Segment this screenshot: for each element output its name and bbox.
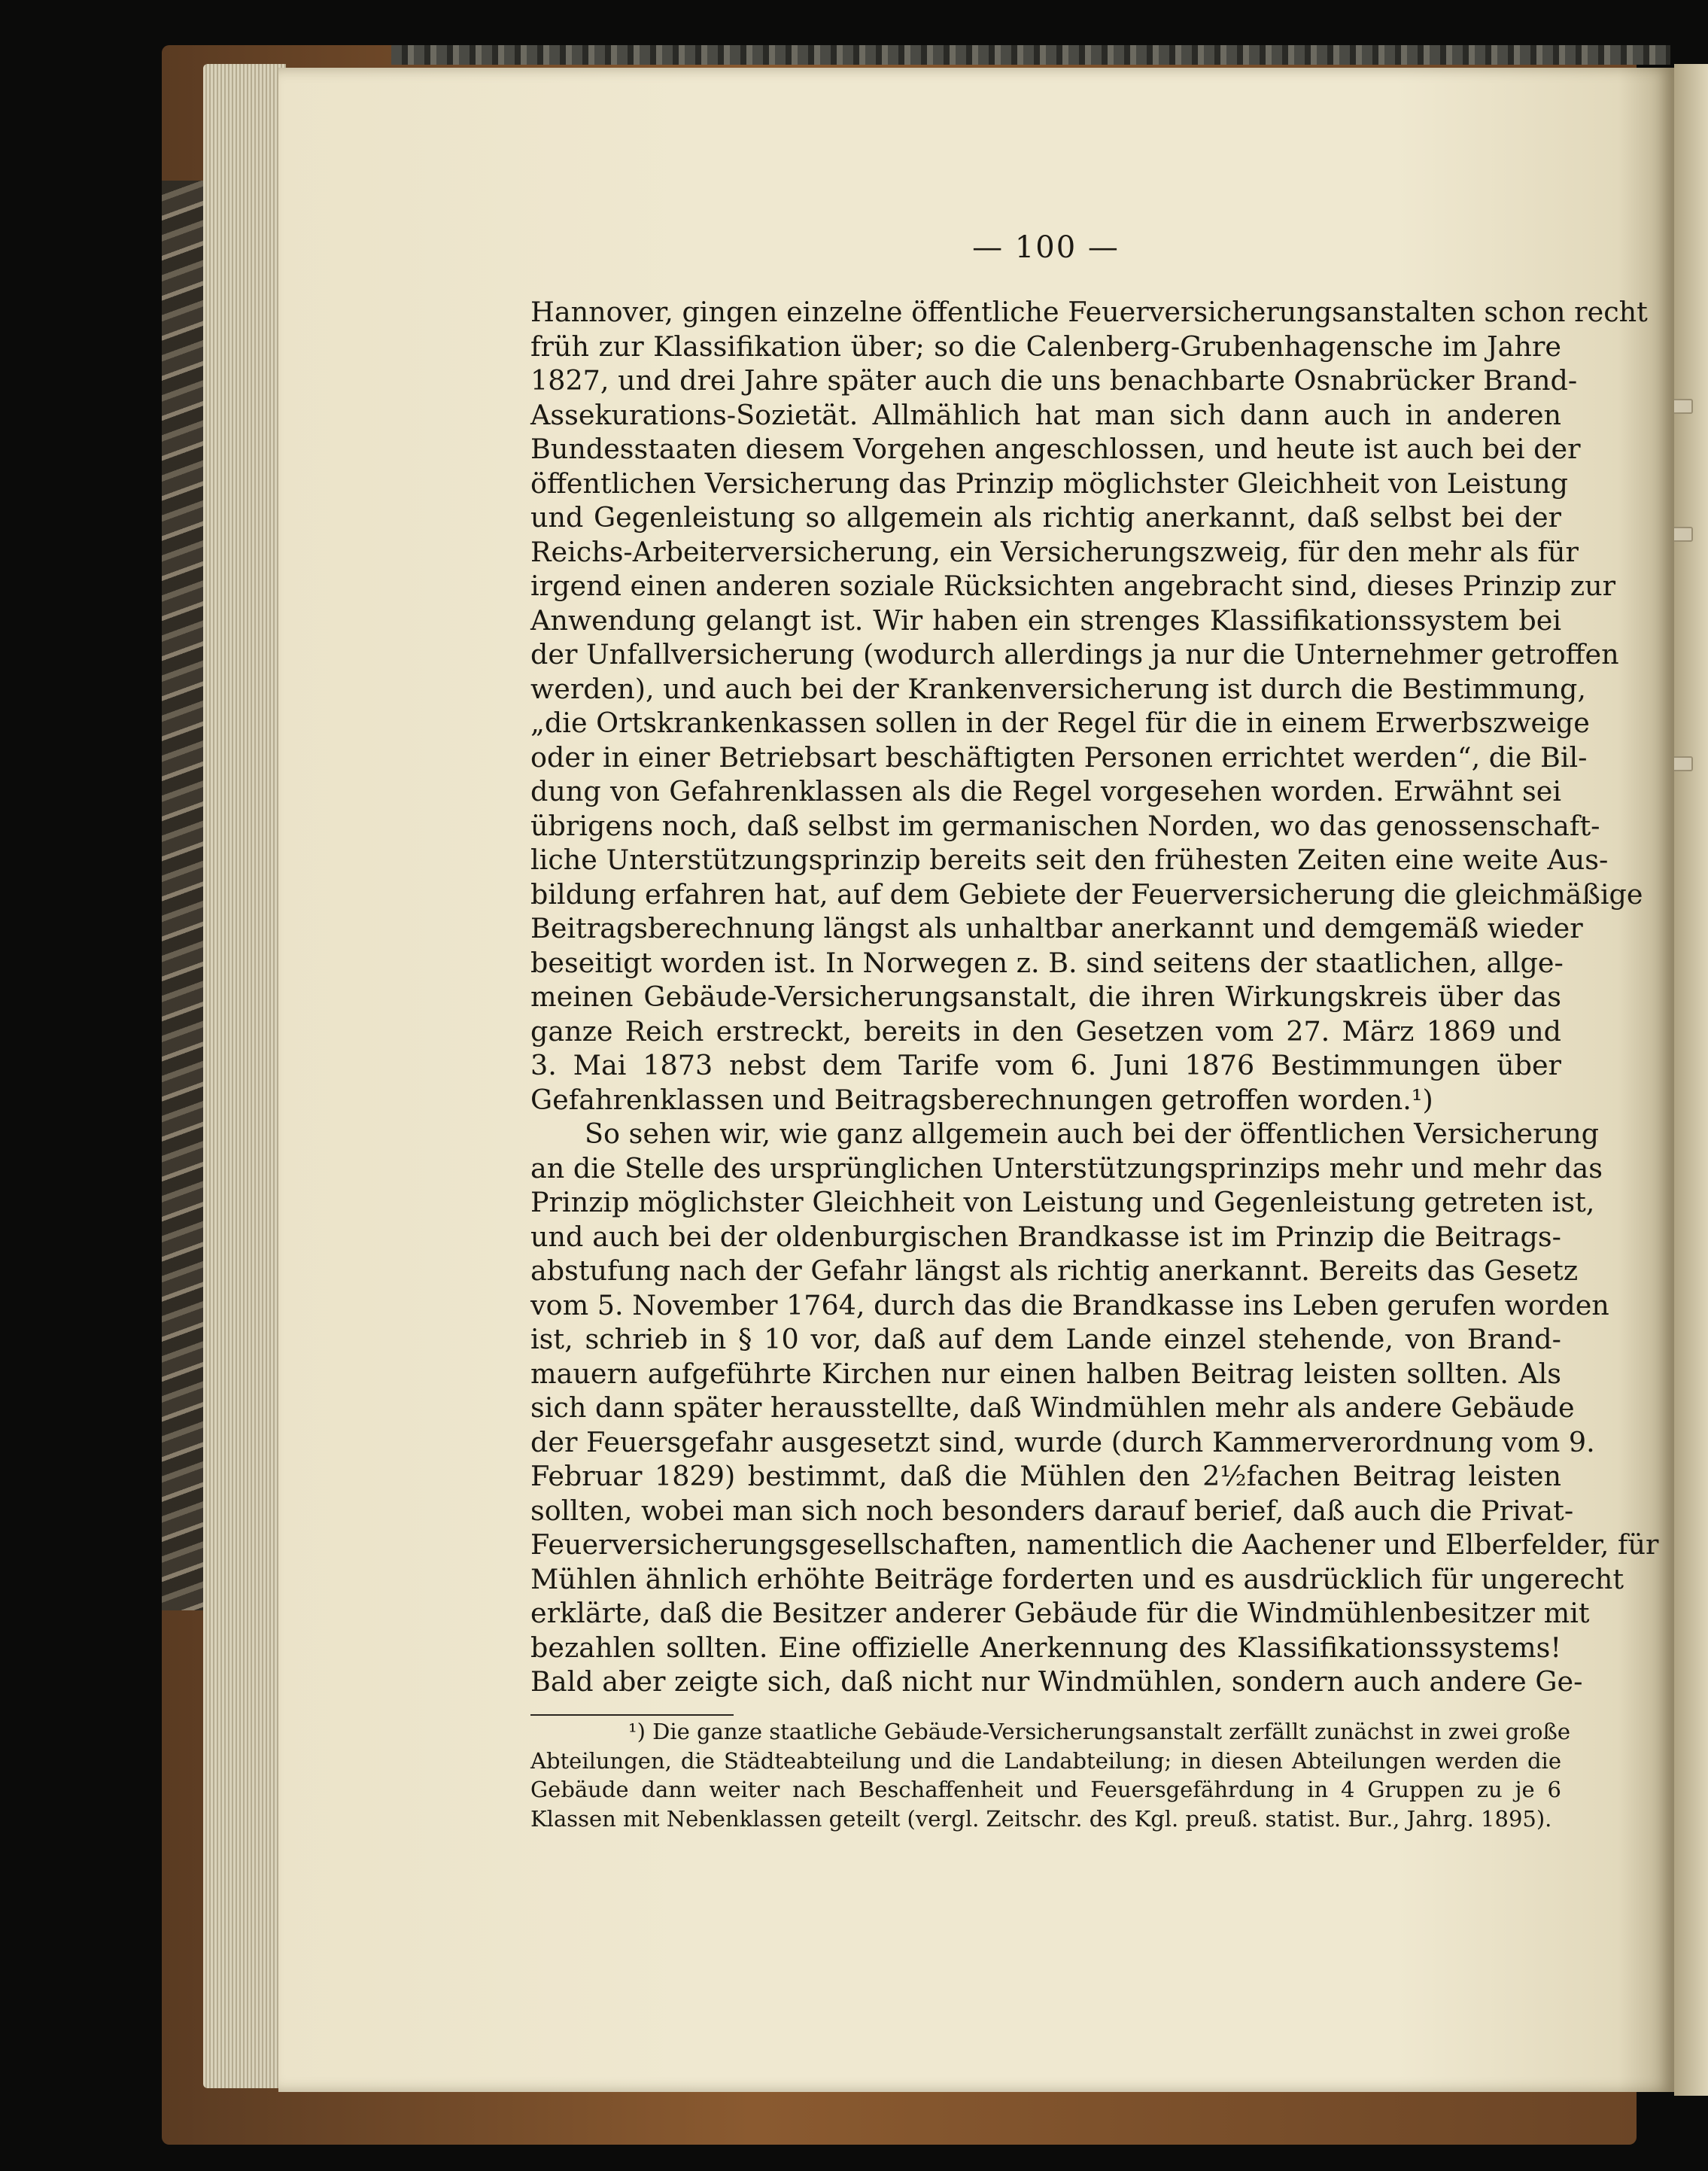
text-line: Feuerversicherungsgesellschaften, namentlich die Aachener und Elberfelder, für xyxy=(530,1528,1659,1561)
text-line: sich dann später herausstellte, daß Windmühlen mehr als andere Gebäude xyxy=(530,1391,1575,1424)
text-line: übrigens noch, daß selbst im germanischen Norden, wo das genossenschaft- xyxy=(530,809,1600,842)
marbled-spine xyxy=(162,181,207,1610)
text-line: Februar 1829) bestimmt, daß die Mühlen den 2½fachen Beitrag leisten xyxy=(530,1460,1561,1492)
page-stack-edge xyxy=(203,64,286,2088)
page-tab xyxy=(1672,756,1693,771)
headband xyxy=(391,45,1670,65)
text-line: der Unfallversicherung (wodurch allerdings ja nur die Unternehmer getroffen xyxy=(530,638,1619,670)
footnote-line: Klassen mit Nebenklassen geteilt (vergl. Zeitschr. des Kgl. preuß. statist. Bur., Jahrg. 1895). xyxy=(530,1805,1552,1832)
text-line: bezahlen sollten. Eine offizielle Anerkennung des Klassifikationssystems! xyxy=(530,1631,1561,1664)
text-line: abstufung nach der Gefahr längst als richtig anerkannt. Bereits das Gesetz xyxy=(530,1254,1579,1287)
text-line: Bald aber zeigte sich, daß nicht nur Windmühlen, sondern auch andere Ge- xyxy=(530,1665,1583,1698)
text-line: öffentlichen Versicherung das Prinzip möglichster Gleichheit von Leistung xyxy=(530,467,1569,500)
text-line: mauern aufgeführte Kirchen nur einen halben Beitrag leisten sollten. Als xyxy=(530,1357,1561,1390)
text-line: 1827, und drei Jahre später auch die uns benachbarte Osnabrücker Brand- xyxy=(530,364,1578,397)
text-line: erklärte, daß die Besitzer anderer Gebäude für die Windmühlenbesitzer mit xyxy=(530,1597,1590,1629)
text-line: dung von Gefahrenklassen als die Regel vorgesehen worden. Erwähnt sei xyxy=(530,775,1561,807)
text-line: Assekurations-Sozietät. Allmählich hat man sich dann auch in anderen xyxy=(530,398,1561,431)
text-line: Beitragsberechnung längst als unhaltbar anerkannt und demgemäß wieder xyxy=(530,912,1583,944)
text-line: meinen Gebäude-Versicherungsanstalt, die ihren Wirkungskreis über das xyxy=(530,981,1561,1013)
text-line: an die Stelle des ursprünglichen Unterstützungsprinzips mehr und mehr das xyxy=(530,1151,1603,1184)
footnote-line: ¹) Die ganze staatliche Gebäude-Versicherungsanstalt zerfällt zunächst in zwei große xyxy=(628,1719,1570,1744)
text-line: Hannover, gingen einzelne öffentliche Feuerversicherungsanstalten schon recht xyxy=(530,296,1648,328)
text-line: früh zur Klassifikation über; so die Calenberg-Grubenhagensche im Jahre xyxy=(530,330,1561,363)
text-line: sollten, wobei man sich noch besonders darauf berief, daß auch die Privat- xyxy=(530,1494,1574,1527)
page-tab xyxy=(1672,527,1693,542)
text-line: 3. Mai 1873 nebst dem Tarife vom 6. Juni 1876 Bestimmungen über xyxy=(530,1049,1561,1081)
footnote-line: Gebäude dann weiter nach Beschaffenheit und Feuersgefährdung in 4 Gruppen zu je 6 xyxy=(530,1777,1561,1802)
text-line: vom 5. November 1764, durch das die Brandkasse ins Leben gerufen worden xyxy=(530,1288,1609,1321)
text-line: der Feuersgefahr ausgesetzt sind, wurde (durch Kammerverordnung vom 9. xyxy=(530,1425,1595,1458)
text-line: liche Unterstützungsprinzip bereits seit den frühesten Zeiten eine weite Aus- xyxy=(530,844,1609,876)
page-number: — 100 — xyxy=(972,230,1120,265)
footnote xyxy=(530,1717,1570,1833)
text-line: irgend einen anderen soziale Rücksichten angebracht sind, dieses Prinzip zur xyxy=(530,570,1616,602)
text-line: und auch bei der oldenburgischen Brandkasse ist im Prinzip die Beitrags- xyxy=(530,1220,1561,1253)
footnote-line: Abteilungen, die Städteabteilung und die Landabteilung; in diesen Abteilungen werden die xyxy=(530,1747,1561,1774)
body-text xyxy=(530,295,1659,1699)
page-tab xyxy=(1672,399,1693,414)
text-line: ganze Reich erstreckt, bereits in den Gesetzen vom 27. März 1869 und xyxy=(530,1014,1561,1047)
text-line: Mühlen ähnlich erhöhte Beiträge forderten und es ausdrücklich für ungerecht xyxy=(530,1562,1624,1595)
text-line: Prinzip möglichster Gleichheit von Leistung und Gegenleistung getreten ist, xyxy=(530,1186,1595,1218)
text-line: und Gegenleistung so allgemein als richtig anerkannt, daß selbst bei der xyxy=(530,501,1561,534)
text-line: beseitigt worden ist. In Norwegen z. B. sind seitens der staatlichen, allge- xyxy=(530,946,1564,979)
text-line: Gefahrenklassen und Beitragsberechnungen getroffen worden.¹) xyxy=(530,1083,1433,1116)
text-line: oder in einer Betriebsart beschäftigten Personen errichtet werden“, die Bil- xyxy=(530,740,1588,774)
text-line: werden), und auch bei der Krankenversicherung ist durch die Bestimmung, xyxy=(530,672,1587,705)
text-line: „die Ortskrankenkassen sollen in der Regel für die in einem Erwerbszweige xyxy=(530,707,1590,739)
text-line: ist, schrieb in § 10 vor, daß auf dem Lande einzel stehende, von Brand- xyxy=(530,1323,1561,1355)
text-line: Anwendung gelangt ist. Wir haben ein strenges Klassifikationssystem bei xyxy=(530,604,1561,637)
text-line: Reichs-Arbeiterversicherung, ein Versicherungszweig, für den mehr als für xyxy=(530,535,1579,568)
text-line: So sehen wir, wie ganz allgemein auch bei der öffentlichen Versicherung xyxy=(585,1117,1599,1150)
text-line: Bundesstaaten diesem Vorgehen angeschlossen, und heute ist auch bei der xyxy=(530,433,1581,465)
footnote-separator xyxy=(530,1714,734,1716)
facing-page-edge xyxy=(1674,64,1708,2096)
text-line: bildung erfahren hat, auf dem Gebiete der Feuerversicherung die gleichmäßige xyxy=(530,877,1643,911)
